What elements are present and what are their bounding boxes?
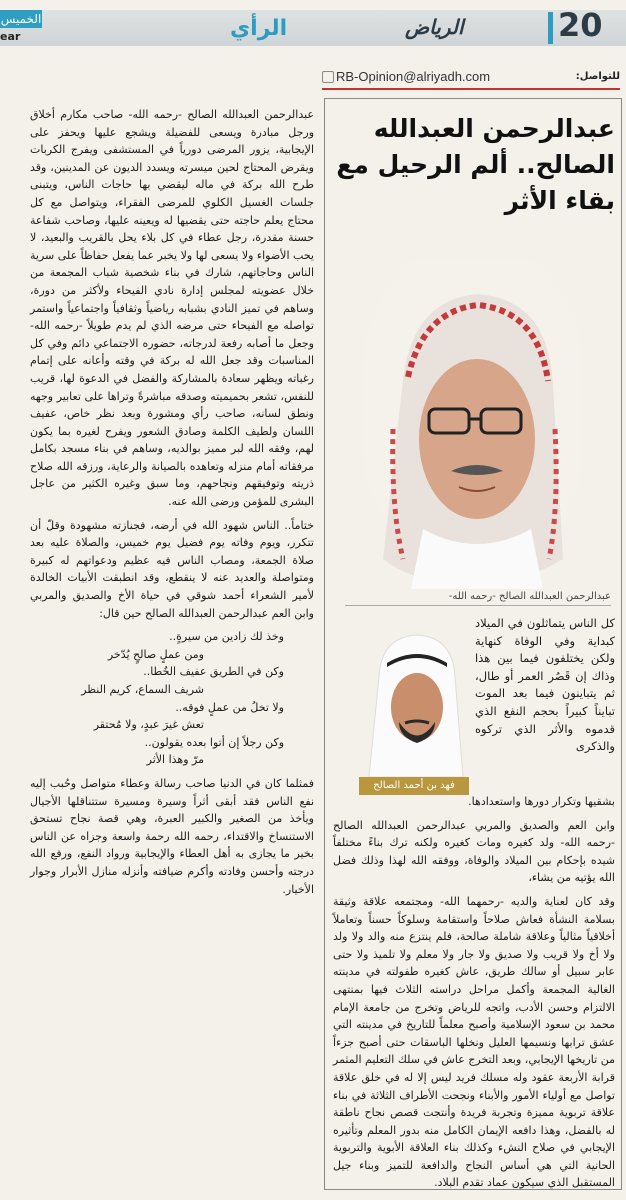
- right-intro-text: [475, 615, 615, 762]
- right-column: [324, 98, 622, 1190]
- author-caption: فهد بن أحمد الصالح: [359, 777, 469, 795]
- left-column-text: [30, 106, 314, 904]
- poem-line: وكن في الطريق عفيف الخُطا..: [143, 665, 284, 679]
- day-tab-sub: ear: [0, 30, 21, 43]
- poem: [30, 628, 314, 769]
- header-band: [0, 10, 626, 46]
- contact-line: [322, 66, 620, 90]
- article-paragraph: بشقيها وتكرار دورها واستعدادها.: [468, 795, 615, 808]
- article-title: عبدالرحمن العبدالله الصالح.. ألم الرحيل مع بقاء الأثر: [336, 114, 615, 215]
- mail-icon: [322, 71, 334, 83]
- contact-label: للتواصل:: [575, 71, 620, 82]
- article-paragraph: وقد كان لعناية والديه -رحمهما الله- ومجتمعه علاقة وثيقة بسلامة النشأة فعاش صلاحاً واستقامة وسلوكاً حسناً وتعاملاً أخلاقياً مثالياً وعلاقة شاملة صالحة، فلم ينتزع منه والد ولا ولد ولا أخ ولا قريب ولا صديق ولا جار ولا معلم ولا تلميذ ولا حتى عابر سبيل أو سالك طريق، عاش كغيره طفولته في مدينته الغالية المجمعة وأكمل مراحل دراسته الثلاث فيها بمنتهى الالتزام وحسن الأدب، واتجه للرياض وتخرج من جامعة الإمام محمد بن سعود الإسلامية وأصبح معلماً للتاريخ في مدينته التي عشق ترابها ونسيمها العليل ونخلها الباسقات حتى أصبح جزءاً من تاريخها الإيجابي، وبعد التخرج عاش في سلك التعليم المثمر قرابة الأربعة عقود وله مسلك فريد ليس إلا له في خلق علاقة تواصل مع أولياء الأمور والأبناء ونجحت الأطراف الثلاثة في بناء علاقة تربوية مميزة وتجربة فريدة وأنتجت قصص نجاح ناطقة له بالفضل، وهذا دافعه الإيمان الكامل منه بدور المعلم وتأثيره الإيجابي في صلاح النشء وكذلك بناء العلاقة الأبوية والتربوية الحانية التي هي أساس النجاح والدافعة للتميز وبناء جيل المستقبل الذي سيكون عماد تقدم البلاد.: [333, 894, 615, 1190]
- main-photo-caption: عبدالرحمن العبدالله الصالح -رحمه الله-: [345, 591, 611, 606]
- article-paragraph: فمثلما كان في الدنيا صاحب رسالة وعطاء متواصل وحُبب إليه نفع الناس فقد أبقى أثراً وسيرة ومسيرة ستتناقلها الأجيال ويأخذ من الصغير والكبير العبرة، وهي قصة نجاح تستحق الاستنساخ والاقتداء، رحمه الله رحمة واسعة وجزاه عن الناس بخير ما يجازى به أهل العطاء والإيجابية ورواد النفع، ورفع الله درجته وأحسن وفادته وأكرم ضيافته وأنزله منازل الأبرار وجوار الأخيار.: [30, 776, 314, 896]
- right-column-text: [333, 793, 615, 1198]
- article-paragraph: عبدالرحمن العبدالله الصالح -رحمه الله- صاحب مكارم أخلاق ورجل مبادرة ويسعى للفضيلة ويشجع عليها ويحفز على الإيجابية، يزور المرضى دورياً في المستشفى ويفرج الكربات ويقرض المحتاج لحين ميسرته ويسدد الديون عن المدينين، وقد طرح الله بركة في ماله ليقضي بها حاجات الناس، ويتبنى جلسات الغسيل الكلوي للمرضى الفقراء، ويتواصل مع كل محتاج يعلم حاجته حتى يقضيها له ويعينه عليها، وصاحب شفاعة حسنة مقدرة، رجل عطاء في كل بلاء يحل بالقريب والبعيد، لا يحب الأضواء ولا يسعى لها ولا يخبر عما يفعل حفاظاً على سرية الناس وحاجاتهم، شارك في بناء شخصية شباب المجمعة من خلال عضويته لمجلس إدارة نادي الفيحاء ولأكثر من دورة، وساهم في تميز النادي بشبابه رياضياً وثقافياً واجتماعياً واستمر تواصله مع الفيحاء حتى مرضه الذي لم يدم طويلاً -رحمه الله- وجعل ما أصابه رفعة لدرجاته، حضوره الاجتماعي دائم وفي كل المناسبات وقد جعل الله له بركة في وقته وأعانه على إتمام رغباته ويظهر سعادة بالمشاركة والفضل في الدعوة لها، قريب للنفس، تشعر بحميميته وصدقه مباشرةً وتراها على تعابير وجهه ونطق لسانه، صاحب رأي ومشورة وبعد نظر خاص، عفيف اللسان ولطيف الكلمة وصادق الشعور ويفرح لغيره بما يكون لهم، وفقه الله لبر مميز بوالديه، وساهم في بناء مسجد بكامل مرفقاته أمام منزله وتعاهده بالصيانة والرعاية، ورزقه الله صلاح ذريته وتوفيقهم ونجاحهم، وما سبق وغيره الكثير من عاجل البشرى للمؤمن ورضى الله عنه.: [30, 108, 314, 509]
- subject-photo: [363, 259, 583, 589]
- poem-line: تعش غيرَ عبدٍ، ولا مُحتقر: [93, 718, 204, 732]
- contact-email[interactable]: RB-Opinion@alriyadh.com: [336, 69, 491, 84]
- section-title: الرأي: [230, 16, 288, 41]
- poem-line: وخذ لك زادين من سيرةٍ..: [169, 630, 284, 644]
- article-paragraph: وابن العم والصديق والمربي عبدالرحمن العبدالله الصالح -رحمه الله- ولد كغيره ومات كغيره ولكنه ترك بناءً مختلفاً شيده بإحكام بين الميلاد والوفاة، ووفقه الله لهذا وذلك فضل الله يؤتيه من يشاء،: [333, 818, 615, 885]
- author-photo: [361, 627, 469, 777]
- article-paragraph: كل الناس يتماثلون في الميلاد كبداية وفي الوفاة كنهاية ولكن يختلفون فيما بين هذا وذاك إن قَصُر العمر أو طال، ثم يتباينون فيما بعد الموت تبايناً كبيراً بحجم النفع الذي قدموه والأثر الذي تركوه والذكرى: [475, 616, 615, 754]
- page-header: [0, 0, 626, 60]
- left-column: [20, 98, 320, 1190]
- header-accent-bar: [548, 12, 553, 44]
- poem-line: وكن رجلاً إن أتوا بعده يقولون..: [144, 735, 284, 749]
- poem-line: ولا تخلُ من عملٍ فوقه..: [175, 700, 284, 714]
- article-paragraph: ختاماً.. الناس شهود الله في أرضه، فجنازته مشهودة وقلّ أن تتكرر، ويوم وفاته يوم فضيل يوم خميس، والصلاة عليه بعد صلاة الجمعة، ومصاب الناس فيه عظيم ودعواتهم له كبيرة ومتواصلة والعديد عنه لا ينقطع، وقد انطبقت الأبيات الخالدة لأمير الشعراء أحمد شوقي في حياة الأخ والصديق والمربي وابن العم عبدالرحمن العبدالله الصالح حين قال:: [30, 518, 314, 620]
- poem-line: مرّ وهذا الأثر: [146, 753, 204, 767]
- page-number: 20: [558, 6, 603, 44]
- poem-line: ومن عملٍ صالحٍ يُدّخر: [107, 647, 204, 661]
- newspaper-logo: الرياض: [405, 15, 464, 39]
- day-tab: الخميس: [0, 12, 42, 26]
- poem-line: شريف السماع، كريم النظر: [81, 683, 204, 696]
